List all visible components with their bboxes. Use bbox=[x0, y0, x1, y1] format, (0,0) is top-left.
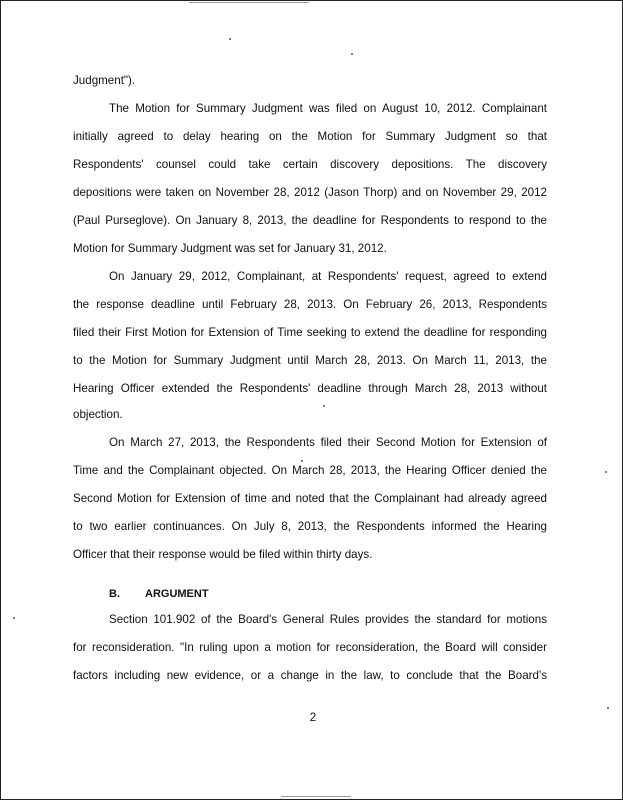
scan-speck bbox=[351, 53, 353, 55]
scan-artifact bbox=[189, 2, 309, 3]
text-line: Officer that their response would be filed within thirty days. bbox=[73, 548, 373, 561]
page-number: 2 bbox=[309, 711, 317, 724]
scan-speck bbox=[607, 707, 609, 709]
text-line: to the Motion for Summary Judgment until March 28, 2013. On March 11, 2013, the bbox=[73, 354, 547, 367]
text-line: The Motion for Summary Judgment was filed on August 10, 2012. Complainant bbox=[109, 102, 547, 115]
scan-speck bbox=[13, 617, 15, 619]
text-line: (Paul Purseglove). On January 8, 2013, the deadline for Respondents to respond to the bbox=[73, 214, 547, 227]
section-title: ARGUMENT bbox=[145, 588, 209, 600]
text-line: to two earlier continuances. On July 8, 2013, the Respondents informed the Hearing bbox=[73, 520, 547, 533]
text-line: the response deadline until February 28, 2013. On February 26, 2013, Respondents bbox=[73, 298, 547, 311]
text-line: initially agreed to delay hearing on the Motion for Summary Judgment so that bbox=[73, 130, 547, 143]
text-line: Respondents' counsel could take certain discovery depositions. The discovery bbox=[73, 158, 547, 171]
section-number: B. bbox=[109, 588, 120, 600]
text-line: Section 101.902 of the Board's General Rules provides the standard for motions bbox=[109, 613, 547, 626]
section-heading bbox=[109, 587, 409, 601]
scan-speck bbox=[323, 405, 325, 407]
text-line: for reconsideration. "In ruling upon a motion for reconsideration, the Board will consider bbox=[73, 641, 547, 654]
text-line: Judgment"). bbox=[73, 74, 136, 87]
text-line: Second Motion for Extension of time and noted that the Complainant had already agreed bbox=[73, 492, 547, 505]
text-line: On January 29, 2012, Complainant, at Respondents' request, agreed to extend bbox=[109, 270, 547, 283]
text-line: On March 27, 2013, the Respondents filed their Second Motion for Extension of bbox=[109, 436, 547, 449]
text-line: Motion for Summary Judgment was set for January 31, 2012. bbox=[73, 242, 387, 255]
scan-speck bbox=[229, 38, 231, 40]
scan-artifact bbox=[281, 796, 351, 797]
text-line: Time and the Complainant objected. On March 28, 2013, the Hearing Officer denied the bbox=[73, 464, 547, 477]
text-line: Hearing Officer extended the Respondents' deadline through March 28, 2013 without bbox=[73, 382, 547, 395]
text-line: factors including new evidence, or a change in the law, to conclude that the Board's bbox=[73, 669, 547, 682]
scan-speck bbox=[301, 460, 303, 462]
text-line: objection. bbox=[73, 408, 123, 421]
scan-speck bbox=[605, 471, 607, 473]
text-line: depositions were taken on November 28, 2012 (Jason Thorp) and on November 29, 2012 bbox=[73, 186, 547, 199]
text-line: filed their First Motion for Extension of Time seeking to extend the deadline for responding bbox=[73, 326, 547, 339]
